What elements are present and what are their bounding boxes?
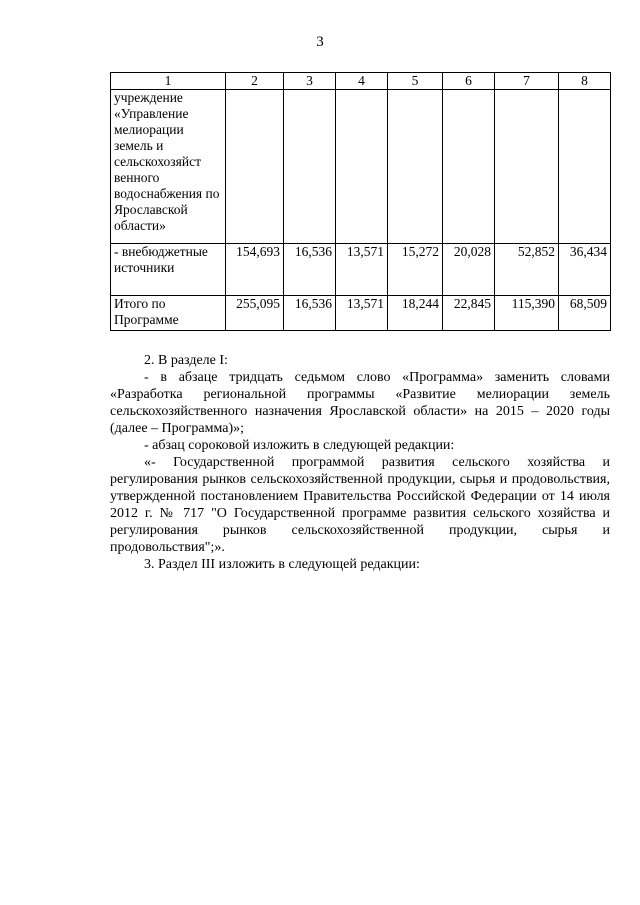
column-header: 2 <box>226 73 284 90</box>
table-cell <box>495 90 559 244</box>
funding-table <box>110 72 611 331</box>
column-header: 1 <box>111 73 226 90</box>
page-number: 3 <box>316 34 324 50</box>
table-cell: 16,536 <box>284 244 336 296</box>
column-header: 8 <box>559 73 611 90</box>
column-header: 5 <box>388 73 443 90</box>
column-header: 4 <box>336 73 388 90</box>
table-cell: 20,028 <box>443 244 495 296</box>
row-label: учреждение «Управление мелиорации земель и сельскохозяйст венного водоснабжения по Ярославской области» <box>111 90 226 244</box>
paragraph: - в абзаце тридцать седьмом слово «Программа» заменить словами «Разработка региональной программы «Развитие мелиорации земель сельскохозяйственного назначения Ярославской области» на 2015 – 2020 годы (далее – Программа)»; <box>110 370 610 436</box>
table-cell: 13,571 <box>336 296 388 331</box>
paragraph: «- Государственной программой развития сельского хозяйства и регулирования рынков сельскохозяйственной продукции, сырья и продовольствия, утвержденной постановлением Правительства Российской Федерации от 14 июля 2012 г. № 717 "О Государственной программе развития сельского хозяйства и регулирования рынков сельскохозяйственной продукции, сырья и продовольствия";». <box>110 455 610 555</box>
table-cell <box>388 90 443 244</box>
table-cell: 16,536 <box>284 296 336 331</box>
column-header: 7 <box>495 73 559 90</box>
table-cell <box>559 90 611 244</box>
table-cell: 52,852 <box>495 244 559 296</box>
table-row <box>111 90 611 244</box>
table-cell: 68,509 <box>559 296 611 331</box>
table-cell <box>336 90 388 244</box>
table-cell <box>284 90 336 244</box>
table-cell: 154,693 <box>226 244 284 296</box>
table-header-row <box>111 73 611 90</box>
table-cell <box>226 90 284 244</box>
table-row-total <box>111 296 611 331</box>
table-cell: 18,244 <box>388 296 443 331</box>
table-cell: 22,845 <box>443 296 495 331</box>
table-cell: 36,434 <box>559 244 611 296</box>
column-header: 6 <box>443 73 495 90</box>
paragraph: - абзац сороковой изложить в следующей редакции: <box>144 438 455 453</box>
document-body <box>110 352 610 573</box>
table-cell <box>443 90 495 244</box>
table-cell: 255,095 <box>226 296 284 331</box>
row-label: - внебюджетные источники <box>111 244 226 296</box>
paragraph: 3. Раздел III изложить в следующей редакции: <box>144 557 420 572</box>
table-cell: 115,390 <box>495 296 559 331</box>
paragraph: 2. В разделе I: <box>144 353 228 368</box>
table-cell: 13,571 <box>336 244 388 296</box>
row-label: Итого по Программе <box>111 296 226 331</box>
column-header: 3 <box>284 73 336 90</box>
table-row <box>111 244 611 296</box>
table-cell: 15,272 <box>388 244 443 296</box>
